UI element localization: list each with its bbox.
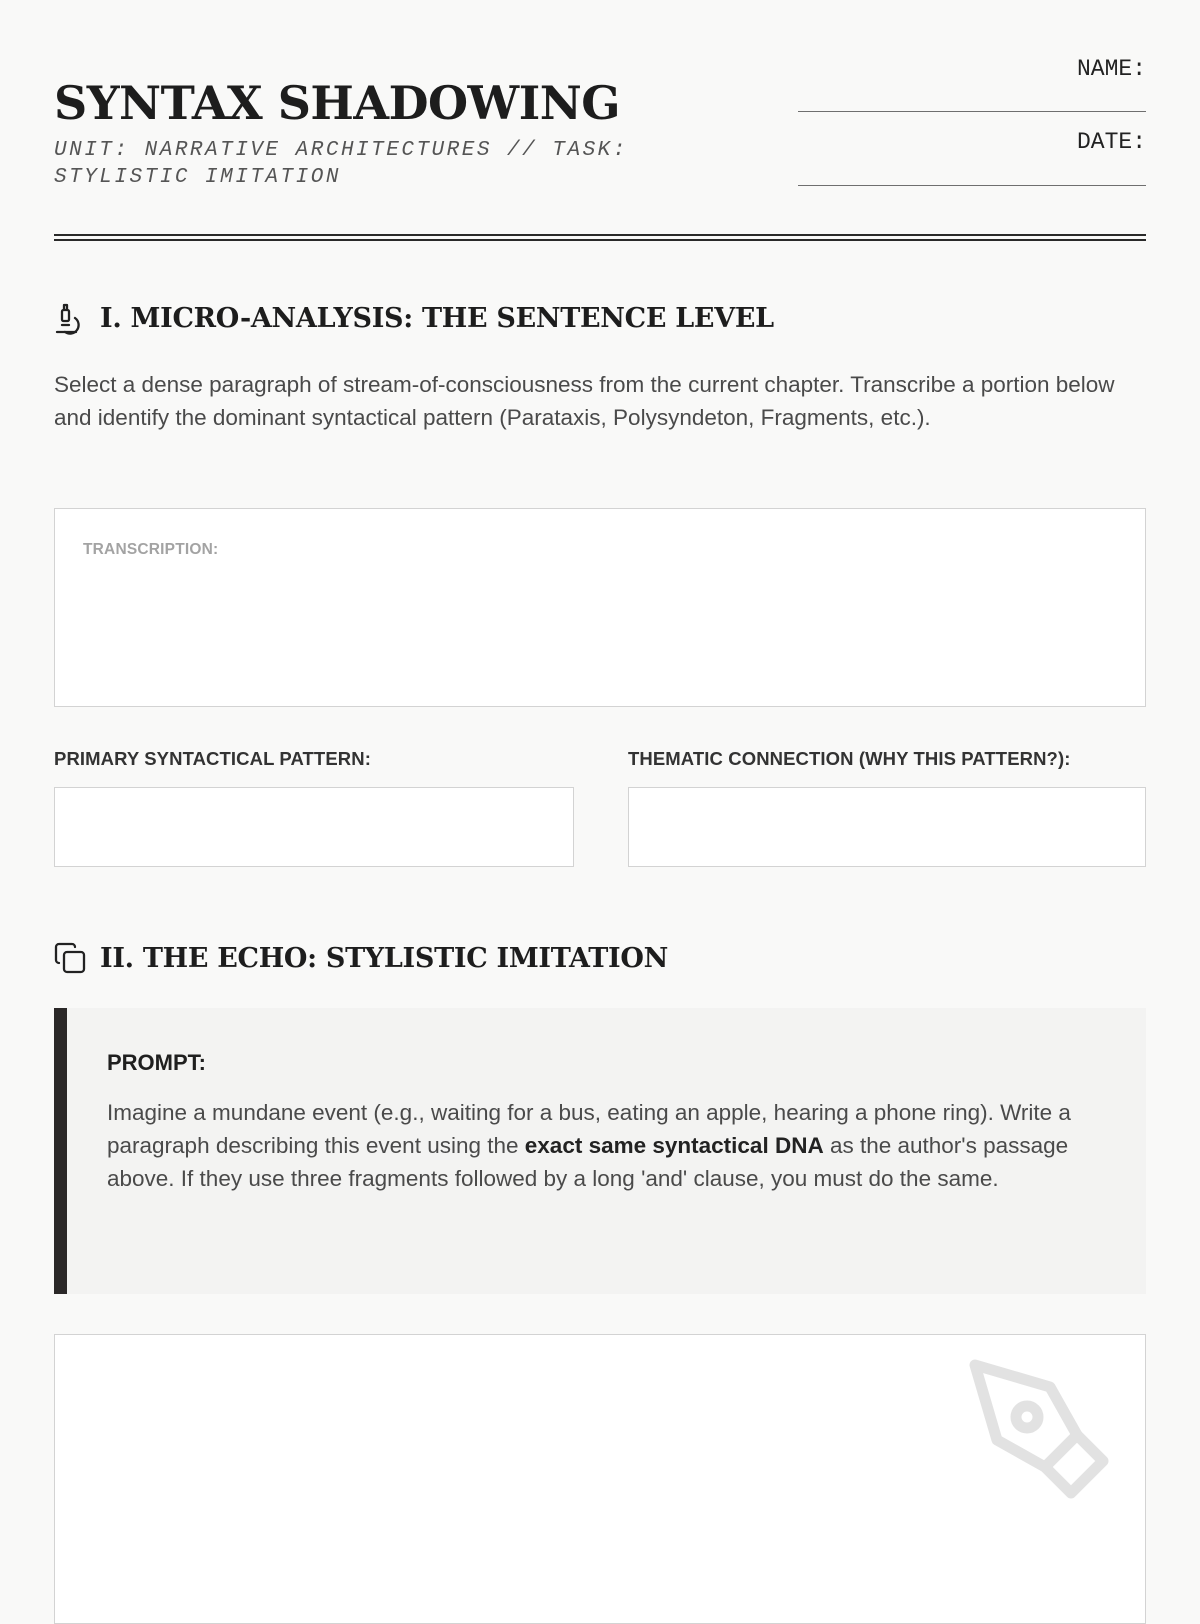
prompt-callout bbox=[54, 1008, 1146, 1294]
section-2-title: II. THE ECHO: STYLISTIC IMITATION bbox=[100, 942, 668, 974]
pattern-label: PRIMARY SYNTACTICAL PATTERN: bbox=[54, 748, 371, 769]
page-subtitle: UNIT: NARRATIVE ARCHITECTURES // TASK: STYLISTIC IMITATION bbox=[54, 139, 628, 189]
name-line-field[interactable] bbox=[798, 111, 1146, 112]
thematic-label: THEMATIC CONNECTION (WHY THIS PATTERN?): bbox=[628, 748, 1071, 769]
copy-icon bbox=[54, 941, 86, 975]
section-1-title: I. MICRO-ANALYSIS: THE SENTENCE LEVEL bbox=[100, 302, 774, 334]
date-line-field[interactable] bbox=[798, 185, 1146, 186]
section-1-instructions: Select a dense paragraph of stream-of-consciousness from the current chapter. Transcribe a portion below and identify the dominant syntactical pattern (Parataxis, Polysyndeton, Fragments, etc.). bbox=[54, 372, 1115, 430]
transcription-box[interactable] bbox=[54, 508, 1146, 707]
section-1-heading bbox=[54, 298, 774, 338]
page-title: SYNTAX SHADOWING bbox=[54, 76, 621, 130]
imitation-writing-box[interactable] bbox=[54, 1334, 1146, 1624]
header-divider-bottom bbox=[54, 239, 1146, 241]
pattern-input-box[interactable] bbox=[54, 787, 574, 867]
prompt-text bbox=[107, 1096, 1107, 1195]
transcription-label: TRANSCRIPTION: bbox=[83, 541, 219, 558]
prompt-text-before: Imagine a mundane event (e.g., waiting for a bus, eating an apple, hearing a phone ring). Write a paragraph describing this event using the bbox=[107, 1100, 1071, 1158]
pen-nib-icon bbox=[965, 1355, 1115, 1505]
header-divider-top bbox=[54, 234, 1146, 236]
prompt-title: PROMPT: bbox=[107, 1050, 206, 1075]
name-label: NAME: bbox=[1076, 56, 1146, 82]
prompt-text-emphasis: exact same syntactical DNA bbox=[524, 1133, 824, 1158]
section-2-heading bbox=[54, 938, 668, 978]
date-label: DATE: bbox=[1076, 129, 1146, 155]
prompt-text-after: as the author's passage above. If they use three fragments followed by a long 'and' clause, you must do the same. bbox=[107, 1133, 1069, 1191]
microscope-icon bbox=[54, 301, 86, 335]
thematic-input-box[interactable] bbox=[628, 787, 1146, 867]
